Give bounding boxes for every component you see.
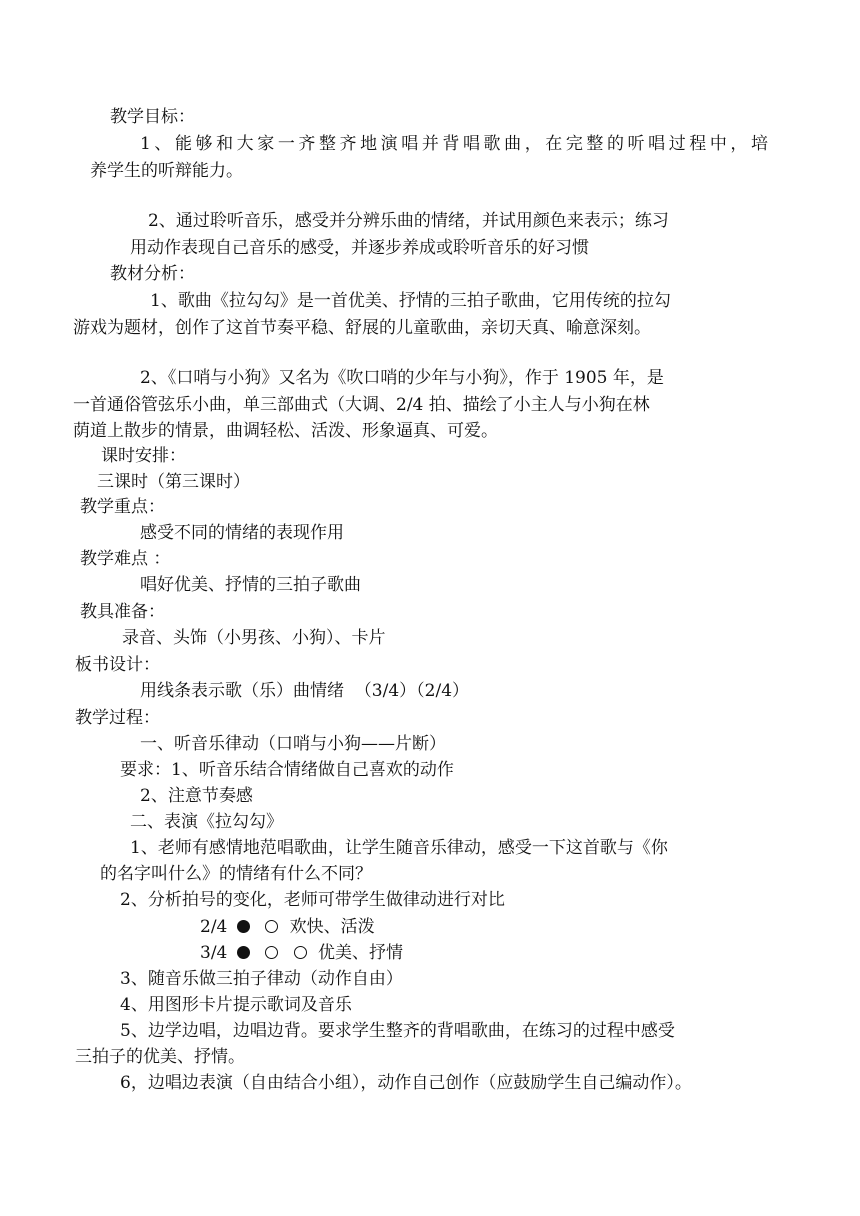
goals-item-2-line-2: 用动作表现自己音乐的感受，并逐步养成或聆听音乐的好习惯 <box>130 238 589 258</box>
materials-heading: 教具准备： <box>80 602 165 622</box>
analysis-item-2-line-2: 一首通俗管弦乐小曲，单三部曲式（大调、2/4 拍、描绘了小主人与小狗在林 <box>73 395 650 415</box>
process-step-3: 3、随音乐做三拍子律动（动作自由） <box>120 969 403 989</box>
meter-3-4-description: 优美、抒情 <box>317 943 403 963</box>
goals-item-1-line-2: 养学生的听辩能力。 <box>90 161 243 181</box>
analysis-item-2-line-3: 荫道上散步的情景，曲调轻松、活泼、形象逼真、可爱。 <box>73 421 498 441</box>
difficulties-value: 唱好优美、抒情的三拍子歌曲 <box>140 575 361 595</box>
key-points-value: 感受不同的情绪的表现作用 <box>140 523 344 543</box>
weak-beat-icon <box>265 920 278 933</box>
board-value: 用线条表示歌（乐）曲情绪 （3/4）（2/4） <box>140 681 470 701</box>
materials-value: 录音、头饰（小男孩、小狗）、卡片 <box>122 628 386 648</box>
meter-2-4-row <box>200 915 375 939</box>
process-step-5-line-2: 三拍子的优美、抒情。 <box>75 1047 245 1067</box>
weak-beat-icon <box>294 946 307 959</box>
process-step-1-line-2: 的名字叫什么》的情绪有什么不同？ <box>100 864 372 884</box>
analysis-item-2-line-1: 2、《口哨与小狗》又名为《吹口哨的少年与小狗》，作于 1905 年，是 <box>140 368 664 388</box>
process-heading: 教学过程： <box>75 708 160 728</box>
schedule-heading: 课时安排： <box>101 446 186 466</box>
board-heading: 板书设计： <box>75 655 160 675</box>
analysis-heading: 教材分析： <box>110 264 195 284</box>
process-part-1-requirement-2: 2、注意节奏感 <box>140 786 253 806</box>
strong-beat-icon <box>237 946 250 959</box>
process-step-2: 2、分析拍号的变化，老师可带学生做律动进行对比 <box>120 890 505 910</box>
analysis-item-1-line-2: 游戏为题材，创作了这首节奏平稳、舒展的儿童歌曲，亲切天真、喻意深刻。 <box>73 318 651 338</box>
key-points-heading: 教学重点： <box>80 497 165 517</box>
difficulties-heading: 教学难点 ： <box>80 549 171 569</box>
process-part-2-title: 二、表演《拉勾勾》 <box>130 812 283 832</box>
schedule-value: 三课时（第三课时） <box>97 472 250 492</box>
analysis-item-1-line-1: 1、歌曲《拉勾勾》是一首优美、抒情的三拍子歌曲，它用传统的拉勾 <box>150 291 671 311</box>
weak-beat-icon <box>265 946 278 959</box>
process-part-1-requirement-1: 要求：1、听音乐结合情绪做自己喜欢的动作 <box>120 760 454 780</box>
process-step-1-line-1: 1、老师有感情地范唱歌曲，让学生随音乐律动，感受一下这首歌与《你 <box>130 838 668 858</box>
goals-heading: 教学目标： <box>110 107 195 127</box>
process-step-4: 4、用图形卡片提示歌词及音乐 <box>120 995 352 1015</box>
meter-3-4-row <box>200 941 403 965</box>
process-step-6: 6，边唱边表演（自由结合小组），动作自己创作（应鼓励学生自己编动作）。 <box>120 1073 692 1093</box>
meter-3-4-label: 3/4 <box>200 943 228 963</box>
process-part-1-title: 一、听音乐律动（口哨与小狗——片断） <box>140 734 446 754</box>
goals-item-1-line-1: 1、能够和大家一齐整齐地演唱并背唱歌曲，在完整的听唱过程中，培 <box>140 134 768 154</box>
meter-2-4-description: 欢快、活泼 <box>289 917 375 937</box>
process-step-5-line-1: 5、边学边唱，边唱边背。要求学生整齐的背唱歌曲，在练习的过程中感受 <box>120 1021 675 1041</box>
goals-item-2-line-1: 2、通过聆听音乐，感受并分辨乐曲的情绪，并试用颜色来表示；练习 <box>148 211 669 231</box>
strong-beat-icon <box>237 920 250 933</box>
meter-2-4-label: 2/4 <box>200 917 228 937</box>
